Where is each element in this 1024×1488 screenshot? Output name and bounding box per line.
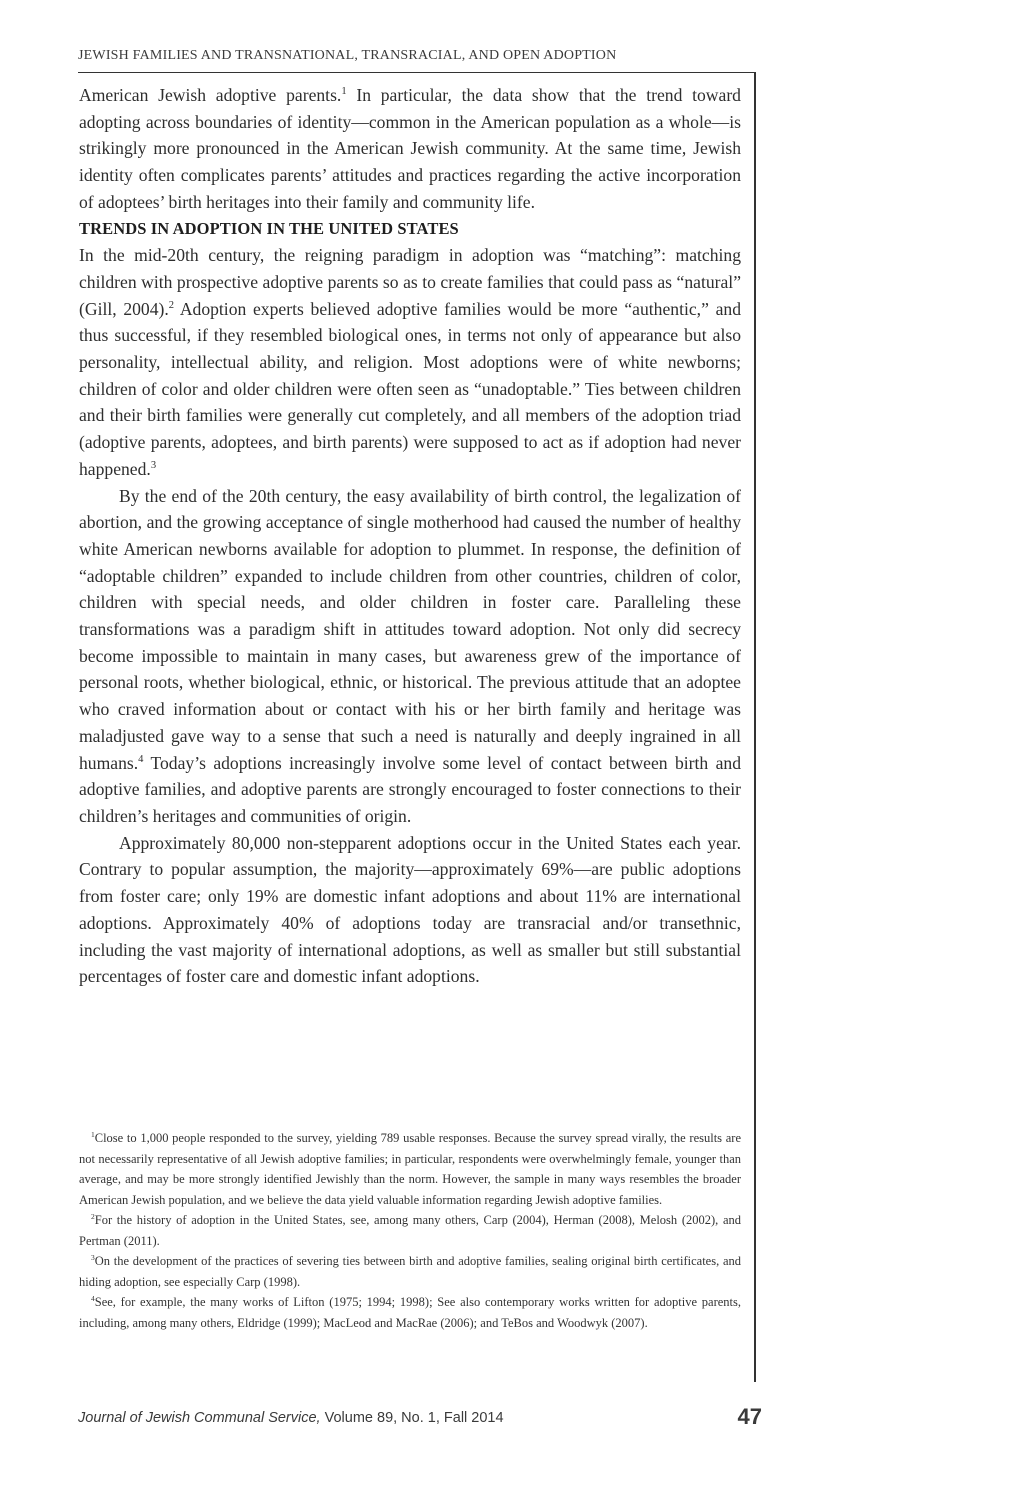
paragraph-3: Approximately 80,000 non-stepparent adoptions occur in the United States each year. Contrary to popular assumption, the majority—approximately 69%—are public adoptions from foster care; only 19% are domestic infant adoptions and about 11% are international adoptions. Approximately 40% of adoptions today are transracial and/or transethnic, including the vast majority of international adoptions, as well as smaller but still substantial percentages of foster care and domestic infant adoptions. [79, 832, 741, 987]
footnote-3-number: 3 [91, 1252, 95, 1262]
footnote-1-text: Close to 1,000 people responded to the survey, yielding 789 usable responses. Because the survey spread virally, the results are not necessarily representative of all Jewish adoptive families; in particular, respondents were overwhelmingly female, younger than average, and may be more strongly identified Jewishly than the norm. However, the sample in many ways resembles the broader American Jewish population, and we believe the data yield valuable information regarding Jewish adoptive families. [79, 1131, 741, 1207]
footnote-1-number: 1 [91, 1129, 95, 1139]
paragraph-2-text-a: By the end of the 20th century, the easy availability of birth control, the legalization of abortion, and the growing acceptance of single motherhood had caused the number of healthy white American newborns available for adoption to plummet. In response, the definition of “adoptable children” expanded to include children from other countries, children of color, children with special needs, and older children in foster care. Paralleling these transformations was a paradigm shift in attitudes toward adoption. Not only did secrecy become impossible to maintain in many cases, but awareness grew of the importance of personal roots, whether biological, ethnic, or historical. The previous attitude that an adoptee who craved information about or contact with his or her birth family and heritage was maladjusted gave way to a sense that such a need is naturally and deeply ingrained in all humans. [79, 485, 741, 773]
paragraph-1-text-a: In the mid-20th century, the reigning paradigm in adoption was “matching”: matching children with prospective adoptive parents so as to create families that could pass as “natural” (Gill, 2004). [79, 245, 741, 319]
running-head: JEWISH FAMILIES AND TRANSNATIONAL, TRANSRACIAL, AND OPEN ADOPTION [78, 48, 617, 63]
footnote-2 [79, 1210, 741, 1251]
footnote-3 [79, 1251, 741, 1292]
body-column [79, 82, 741, 990]
intro-paragraph [79, 82, 741, 216]
page-footer [78, 1404, 762, 1434]
paragraph-1-text-b: Adoption experts believed adoptive families would be more “authentic,” and thus successful, if they resembled biological ones, in terms not only of appearance but also personality, intellectual ability, and religion. Most adoptions were of white newborns; children of color and older children were often seen as “unadoptable.” Ties between children and their birth families were generally cut completely, and all members of the adoption triad (adoptive parents, adoptees, and birth parents) were supposed to act as if adoption had never happened. [79, 298, 741, 479]
journal-title: Journal of Jewish Communal Service, [78, 1410, 321, 1426]
footnote-ref-3[interactable]: 3 [150, 459, 157, 471]
intro-text-start: American Jewish adoptive parents. [79, 85, 342, 105]
side-rule [754, 72, 756, 1382]
footnote-3-text: On the development of the practices of severing ties between birth and adoptive families, sealing original birth certificates, and hiding adoption, see especially Carp (1998). [79, 1254, 741, 1289]
footnote-ref-1[interactable]: 1 [341, 86, 347, 98]
footnote-2-text: For the history of adoption in the United States, see, among many others, Carp (2004), Herman (2008), Melosh (2002), and Pertman (2011). [79, 1213, 741, 1248]
section-heading: TRENDS IN ADOPTION IN THE UNITED STATES [79, 218, 459, 238]
top-rule [78, 72, 754, 73]
footnote-2-number: 2 [91, 1211, 95, 1221]
paragraph-1 [79, 242, 741, 482]
footnote-4-number: 4 [91, 1293, 95, 1303]
footnotes [79, 1128, 741, 1333]
footnote-ref-4[interactable]: 4 [138, 753, 144, 765]
footnote-4 [79, 1292, 741, 1333]
paragraph-2-text-b: Today’s adoptions increasingly involve some level of contact between birth and adoptive families, and adoptive parents are strongly encouraged to foster connections to their children’s heritages and communities of origin. [79, 752, 741, 826]
journal-citation [78, 1410, 504, 1426]
paragraph-2 [79, 483, 741, 830]
footnote-1 [79, 1128, 741, 1210]
journal-issue: Volume 89, No. 1, Fall 2014 [320, 1410, 504, 1426]
page-number: 47 [737, 1404, 762, 1429]
footnote-ref-2[interactable]: 2 [168, 299, 175, 311]
intro-text-end: In particular, the data show that the trend toward adopting across boundaries of identity—common in the American population as a whole—is strikingly more pronounced in the American Jewish community. At the same time, Jewish identity often complicates parents’ attitudes and practices regarding the active incorporation of adoptees’ birth heritages into their family and community life. [79, 85, 741, 212]
footnote-4-text: See, for example, the many works of Lifton (1975; 1994; 1998); See also contemporary works written for adoptive parents, including, among many others, Eldridge (1999); MacLeod and MacRae (2006); and TeBos and Woodwyk (2007). [79, 1295, 741, 1330]
